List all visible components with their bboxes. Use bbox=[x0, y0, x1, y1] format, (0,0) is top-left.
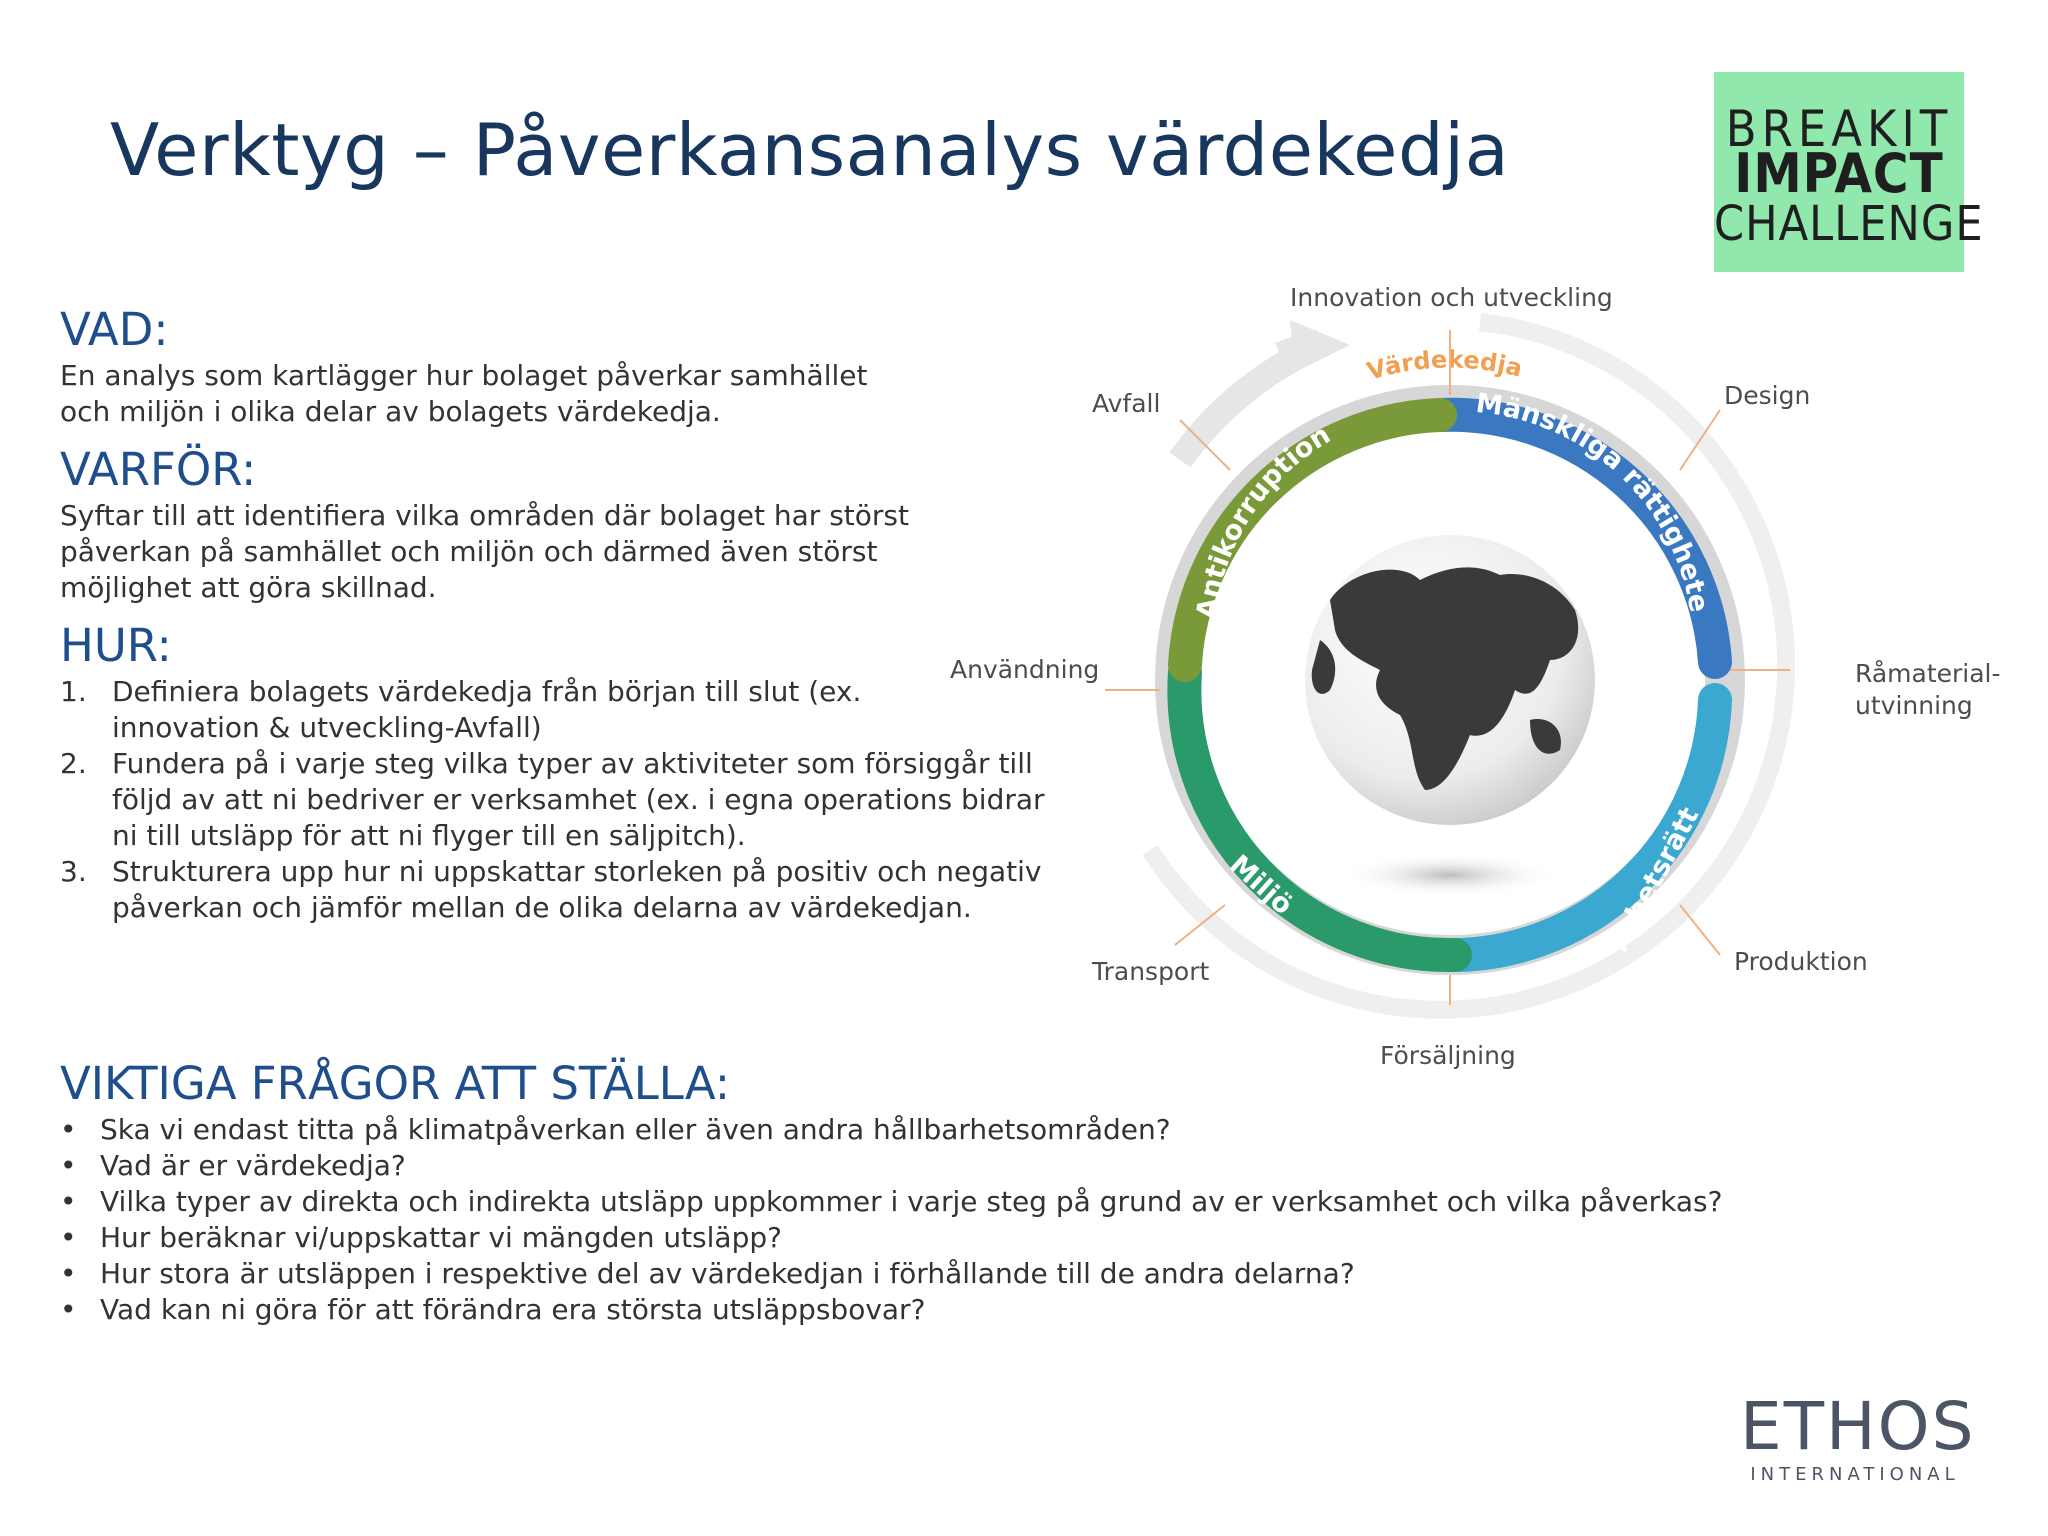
label-transport: Transport bbox=[1092, 957, 1210, 986]
bullet: • bbox=[60, 1221, 77, 1254]
globe-shadow bbox=[1340, 853, 1560, 897]
label-forsaljning: Försäljning bbox=[1380, 1041, 1516, 1070]
label-manskliga-rattigheter: Mänskliga rättighete bbox=[1474, 387, 1715, 615]
bullet: • bbox=[60, 1257, 77, 1290]
hur-item-number: 1. bbox=[60, 675, 87, 708]
fragor-item bbox=[60, 1148, 1960, 1184]
bullet: • bbox=[60, 1113, 77, 1146]
fragor-item bbox=[60, 1184, 1960, 1220]
label-arbetsratt: Arbetsrätt bbox=[1603, 802, 1706, 957]
globe-icon bbox=[1305, 535, 1595, 825]
label-produktion: Produktion bbox=[1734, 947, 1868, 976]
fragor-item bbox=[60, 1256, 1960, 1292]
logo-line-challenge: CHALLENGE bbox=[1714, 196, 1984, 252]
hur-item bbox=[60, 674, 992, 746]
label-innovation: Innovation och utveckling bbox=[1290, 283, 1613, 312]
logo-line-breakit: BREAKIT bbox=[1725, 100, 1953, 158]
label-anvandning: Användning bbox=[950, 655, 1100, 684]
label-avfall: Avfall bbox=[1092, 389, 1161, 418]
hur-item-text: Definiera bolagets värdekedja från början till slut (ex. innovation & utveckling-Avfall) bbox=[112, 675, 862, 744]
fragor-item-text: Hur stora är utsläppen i respektive del av värdekedjan i förhållande till de andra delarna? bbox=[100, 1257, 1355, 1290]
label-ramaterial-1: Råmaterial- bbox=[1855, 659, 2001, 688]
hur-item-number: 2. bbox=[60, 747, 87, 780]
bullet: • bbox=[60, 1293, 77, 1326]
logo-line-impact: IMPACT bbox=[1734, 142, 1944, 205]
fragor-list bbox=[60, 1112, 1960, 1328]
hur-item-text: Strukturera upp hur ni uppskattar storleken på positiv och negativ påverkan och jämför mellan de olika delarna av värdekedjan. bbox=[112, 855, 1042, 924]
logo-ethos-subtitle: INTERNATIONAL bbox=[1750, 1464, 1960, 1485]
hur-item-text: Fundera på i varje steg vilka typer av aktiviteter som försiggår till följd av att ni bedriver er verksamhet (ex. i egna operations bidrar ni till utsläpp för att ni flyger till en säljpitch). bbox=[112, 747, 1045, 852]
varfor-heading: VARFÖR: bbox=[60, 443, 257, 496]
fragor-heading: VIKTIGA FRÅGOR ATT STÄLLA: bbox=[60, 1057, 731, 1110]
fragor-item-text: Ska vi endast titta på klimatpåverkan eller även andra hållbarhetsområden? bbox=[100, 1113, 1171, 1146]
bullet: • bbox=[60, 1185, 77, 1218]
label-design: Design bbox=[1724, 381, 1811, 410]
logo-ethos-name: ETHOS bbox=[1740, 1388, 1976, 1465]
fragor-item bbox=[60, 1220, 1960, 1256]
slide-title: Verktyg – Påverkansanalys värdekedja bbox=[110, 108, 1510, 192]
fragor-item-text: Vad kan ni göra för att förändra era största utsläppsbovar? bbox=[100, 1293, 926, 1326]
hur-item-number: 3. bbox=[60, 855, 87, 888]
fragor-item-text: Vad är er värdekedja? bbox=[100, 1149, 406, 1182]
breakit-impact-challenge-logo bbox=[1714, 72, 1984, 272]
hur-heading: HUR: bbox=[60, 619, 172, 672]
label-antikorruption: Antikorruption bbox=[1191, 419, 1336, 622]
vad-heading: VAD: bbox=[60, 303, 169, 356]
varfor-text: Syftar till att identifiera vilka områden där bolaget har störst påverkan på samhället och miljön och därmed även störst möjlighet att göra skillnad. bbox=[60, 499, 909, 604]
fragor-item-text: Vilka typer av direkta och indirekta utsläpp uppkommer i varje steg på grund av er verksamhet och vilka påverkas? bbox=[100, 1185, 1723, 1218]
label-miljo: Miljö bbox=[1223, 849, 1299, 922]
label-ramaterial-2: utvinning bbox=[1855, 691, 1973, 720]
fragor-item-text: Hur beräknar vi/uppskattar vi mängden utsläpp? bbox=[100, 1221, 782, 1254]
fragor-item bbox=[60, 1292, 1960, 1328]
label-vardekedja: Värdekedja bbox=[1363, 345, 1526, 386]
vad-text: En analys som kartlägger hur bolaget påverkar samhället och miljön i olika delar av bolagets värdekedja. bbox=[60, 359, 868, 428]
bullet: • bbox=[60, 1149, 77, 1182]
fragor-item bbox=[60, 1112, 1960, 1148]
value-chain-diagram bbox=[900, 260, 2040, 1110]
ethos-international-logo bbox=[1740, 1388, 1976, 1488]
